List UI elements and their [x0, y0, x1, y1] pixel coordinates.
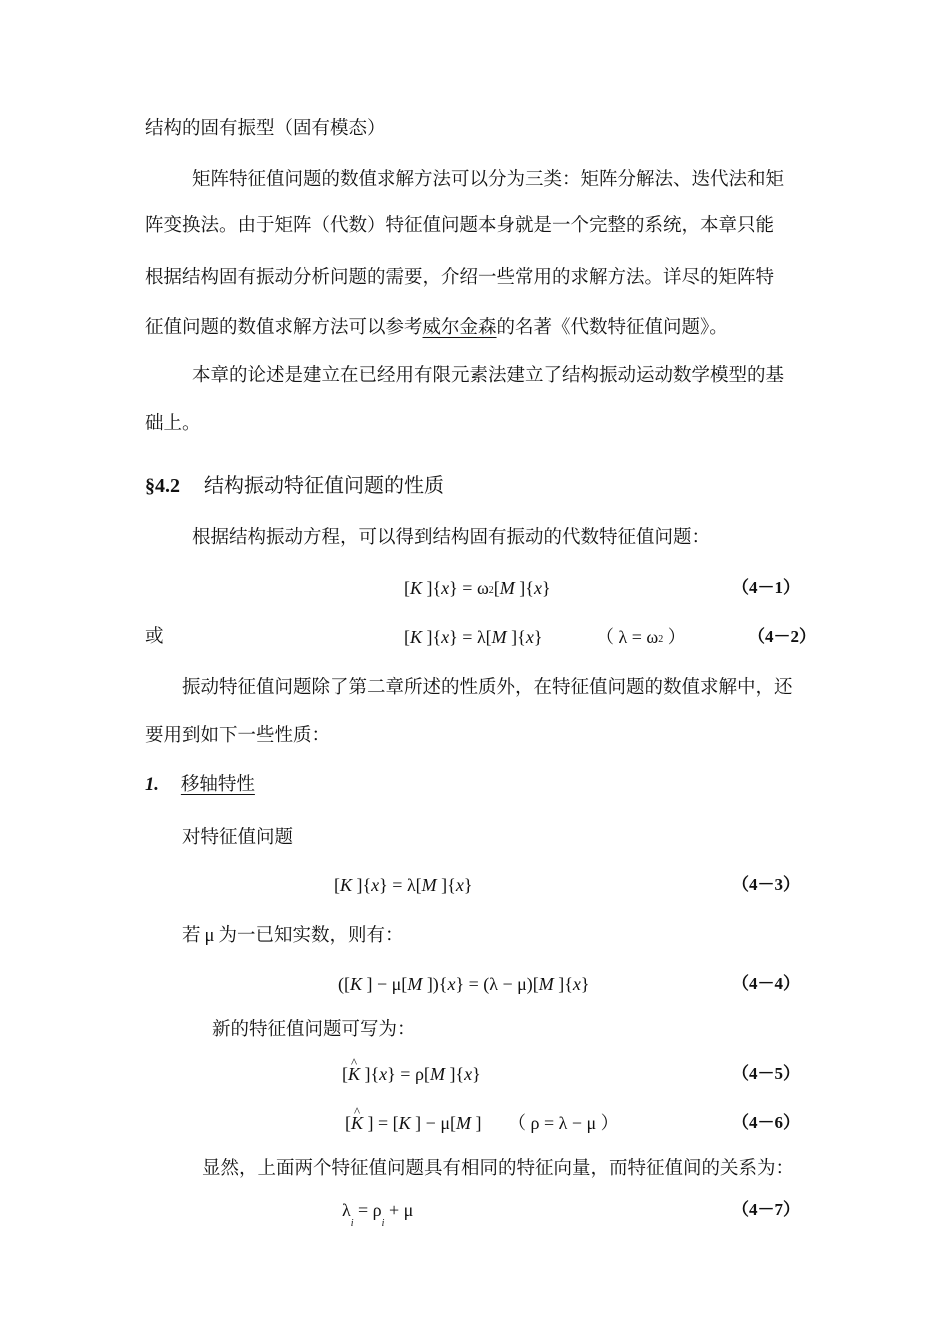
equation-4-2: [K ]{x} = λ[M ]{x}: [404, 627, 543, 647]
text-line: 根据结构振动方程，可以得到结构固有振动的代数特征值问题：: [192, 527, 711, 548]
equation-4-7: $\lambda_i = \rho_i + \mu$: [342, 1200, 414, 1229]
equation-number: （4－2）: [748, 627, 816, 646]
text-segment: 征值问题的数值求解方法可以参考: [145, 317, 423, 338]
equation-number: （4－3）: [732, 875, 800, 894]
equation-number: （4－6）: [732, 1113, 800, 1132]
text-line: 根据结构固有振动分析问题的需要，介绍一些常用的求解方法。详尽的矩阵特: [145, 267, 775, 288]
equation-number: （4－5）: [732, 1064, 800, 1083]
equation-4-3: [K ]{x} = λ[M ]{x}: [334, 875, 473, 895]
text-line: 阵变换法。由于矩阵（代数）特征值问题本身就是一个完整的系统，本章只能: [145, 215, 775, 236]
text-line: 本章的论述是建立在已经用有限元素法建立了结构振动运动数学模型的基: [192, 365, 785, 386]
equation-condition: （ ρ = λ − μ ）: [508, 1113, 619, 1133]
text-segment: 的名著《代数特征值问题》。: [496, 317, 728, 338]
section-number: §4.2: [145, 475, 180, 497]
equation-4-6: [^ K ] = [K ] − μ[M ]: [345, 1111, 481, 1135]
text-line: 结构的固有振型（固有模态）: [145, 118, 386, 139]
text-line: 要用到如下一些性质：: [145, 725, 331, 746]
text-line: 矩阵特征值问题的数值求解方法可以分为三类：矩阵分解法、迭代法和矩: [192, 169, 785, 190]
section-title: 结构振动特征值问题的性质: [204, 473, 444, 497]
list-item-heading: [145, 773, 255, 797]
equation-number: （4－1）: [732, 578, 800, 597]
text-line: [145, 316, 728, 340]
text-or: 或: [145, 626, 164, 647]
equation-number: （4－7）: [732, 1200, 800, 1219]
list-title: 移轴特性: [180, 774, 255, 795]
equation-4-4: ([K ] − μ[M ]){x} = (λ − μ)[M ]{x}: [338, 974, 590, 994]
equation-4-5: [^ K ]{x} = ρ[M ]{x}: [342, 1062, 481, 1086]
equation-4-1: [K ]{x} = ω2[M ]{x}: [404, 578, 551, 598]
text-line: 显然，上面两个特征值问题具有相同的特征向量，而特征值间的关系为：: [202, 1158, 795, 1179]
text-line: 若 μ 为一已知实数，则有：: [182, 925, 404, 946]
equation-condition: （ λ = ω2 ）: [596, 627, 686, 647]
text-line: 新的特征值问题可写为：: [212, 1019, 416, 1040]
reference-link[interactable]: 威尔金森: [422, 317, 497, 338]
equation-number: （4－4）: [732, 974, 800, 993]
text-line: 础上。: [145, 413, 201, 434]
list-number: 1.: [145, 775, 159, 795]
text-line: 对特征值问题: [182, 827, 294, 848]
section-heading: [145, 472, 444, 499]
text-line: 振动特征值问题除了第二章所述的性质外，在特征值问题的数值求解中，还: [182, 677, 793, 698]
